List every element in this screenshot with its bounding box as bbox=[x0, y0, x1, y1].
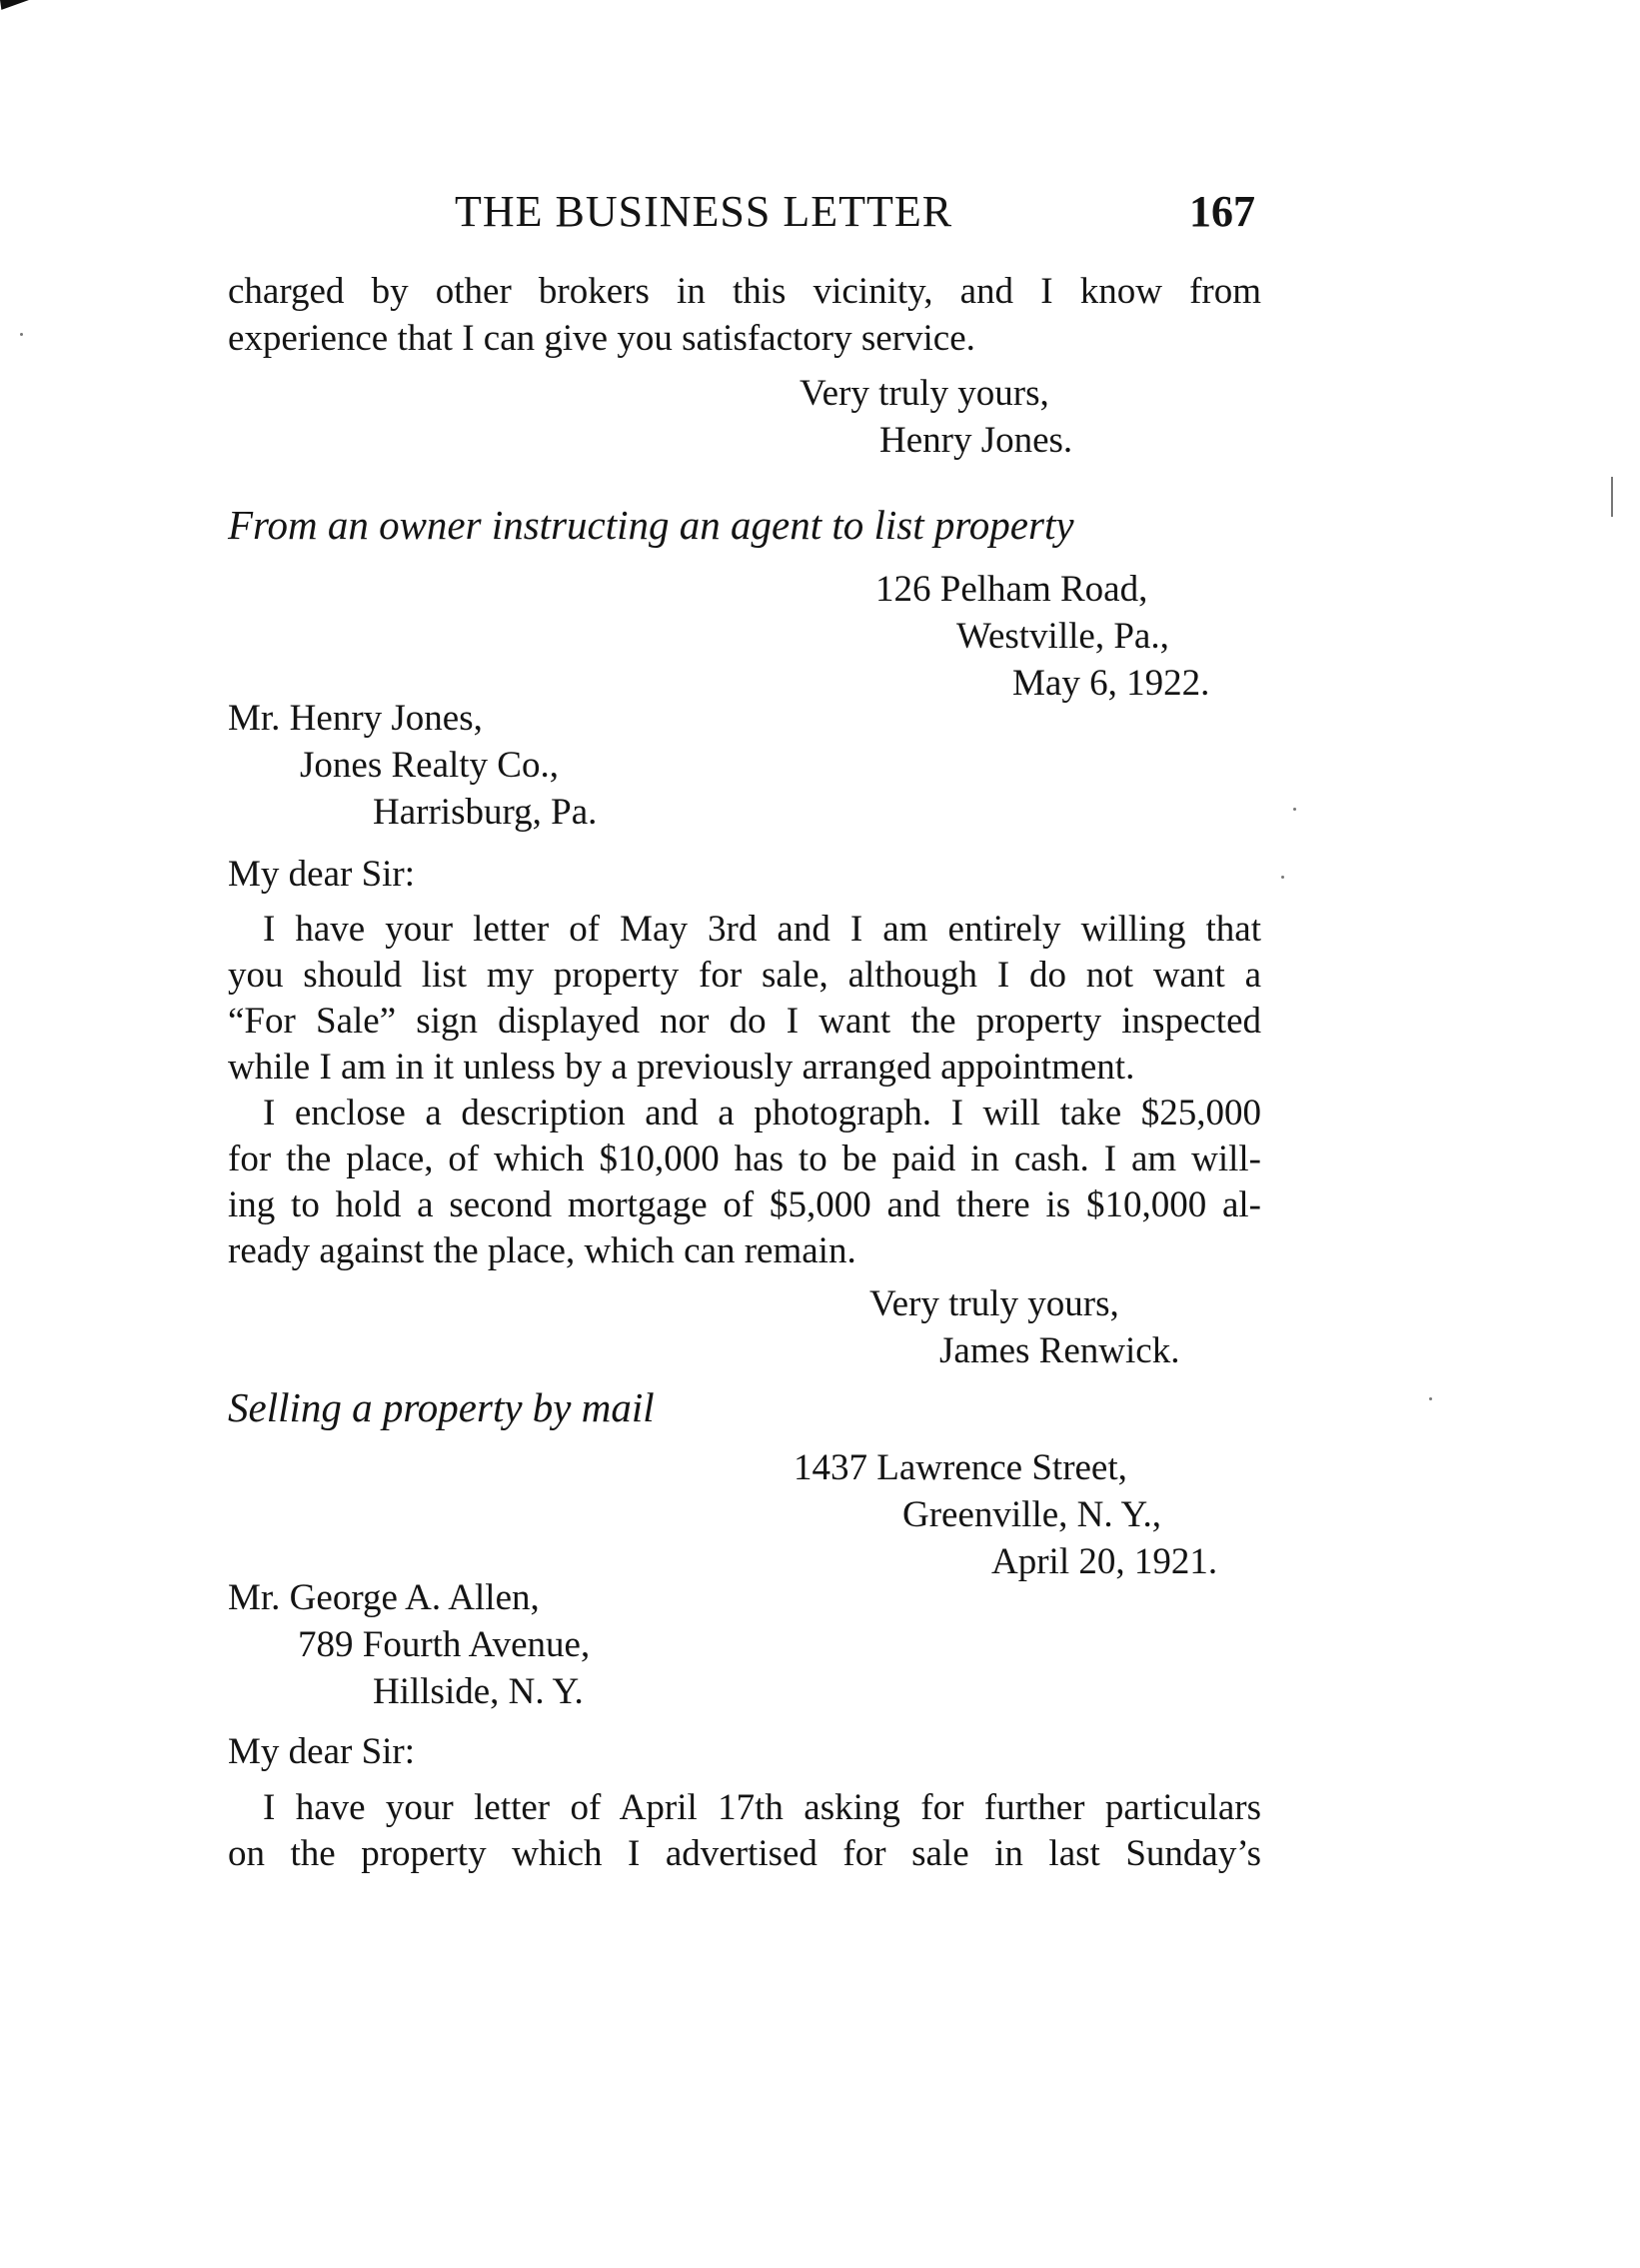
running-header-title: THE BUSINESS LETTER bbox=[455, 187, 953, 236]
letter1-recipient-city: Harrisburg, Pa. bbox=[373, 792, 598, 833]
letter1-body-line-8: ready against the place, which can remain. bbox=[228, 1230, 856, 1271]
letter1-salutation: My dear Sir: bbox=[228, 854, 416, 895]
letter1-sender-street: 126 Pelham Road, bbox=[875, 569, 1148, 610]
section-heading-owner-instructing-agent: From an owner instructing an agent to list property bbox=[228, 502, 1074, 548]
page-number: 167 bbox=[1189, 187, 1255, 236]
continuation-line-1: charged by other brokers in this vicinity, and I know from bbox=[228, 271, 1261, 312]
continuation-closing: Very truly yours, bbox=[800, 373, 1049, 414]
letter1-recipient-company: Jones Realty Co., bbox=[300, 745, 559, 786]
scan-speck bbox=[1281, 876, 1284, 879]
continuation-line-2: experience that I can give you satisfactory service. bbox=[228, 318, 975, 359]
continuation-signature: Henry Jones. bbox=[879, 420, 1073, 461]
letter1-recipient-name: Mr. Henry Jones, bbox=[228, 698, 483, 739]
letter2-date: April 20, 1921. bbox=[991, 1541, 1218, 1582]
letter2-body-line-2: on the property which I advertised for sale in last Sunday’s bbox=[228, 1833, 1261, 1874]
letter2-recipient-name: Mr. George A. Allen, bbox=[228, 1577, 540, 1618]
scan-speck bbox=[1429, 1397, 1432, 1400]
letter1-closing: Very truly yours, bbox=[869, 1283, 1119, 1324]
scan-edge-mark bbox=[1611, 477, 1613, 517]
letter1-body-line-1: I have your letter of May 3rd and I am entirely willing that bbox=[263, 909, 1261, 950]
letter2-recipient-street: 789 Fourth Avenue, bbox=[298, 1624, 591, 1665]
letter1-body-line-4: while I am in it unless by a previously arranged appointment. bbox=[228, 1047, 1135, 1088]
letter2-salutation: My dear Sir: bbox=[228, 1731, 416, 1772]
letter2-sender-city: Greenville, N. Y., bbox=[902, 1494, 1161, 1535]
scan-speck bbox=[20, 333, 23, 336]
section-heading-selling-by-mail: Selling a property by mail bbox=[228, 1384, 655, 1430]
letter1-body-line-2: you should list my property for sale, although I do not want a bbox=[228, 955, 1261, 996]
letter1-body-line-6: for the place, of which $10,000 has to be paid in cash. I am will- bbox=[228, 1138, 1261, 1179]
letter1-date: May 6, 1922. bbox=[1012, 663, 1210, 704]
letter1-body-line-3: “For Sale” sign displayed nor do I want the property inspected bbox=[228, 1001, 1261, 1042]
scan-corner-mark bbox=[0, 0, 49, 10]
letter2-recipient-city: Hillside, N. Y. bbox=[373, 1671, 584, 1712]
letter2-body-line-1: I have your letter of April 17th asking for further particulars bbox=[263, 1787, 1261, 1828]
letter2-sender-street: 1437 Lawrence Street, bbox=[794, 1447, 1127, 1488]
letter1-sender-city: Westville, Pa., bbox=[956, 616, 1169, 657]
scan-speck bbox=[1293, 808, 1296, 811]
letter1-body-line-7: ing to hold a second mortgage of $5,000 and there is $10,000 al- bbox=[228, 1184, 1261, 1225]
letter1-signature: James Renwick. bbox=[939, 1330, 1180, 1371]
letter1-body-line-5: I enclose a description and a photograph. I will take $25,000 bbox=[263, 1093, 1261, 1134]
